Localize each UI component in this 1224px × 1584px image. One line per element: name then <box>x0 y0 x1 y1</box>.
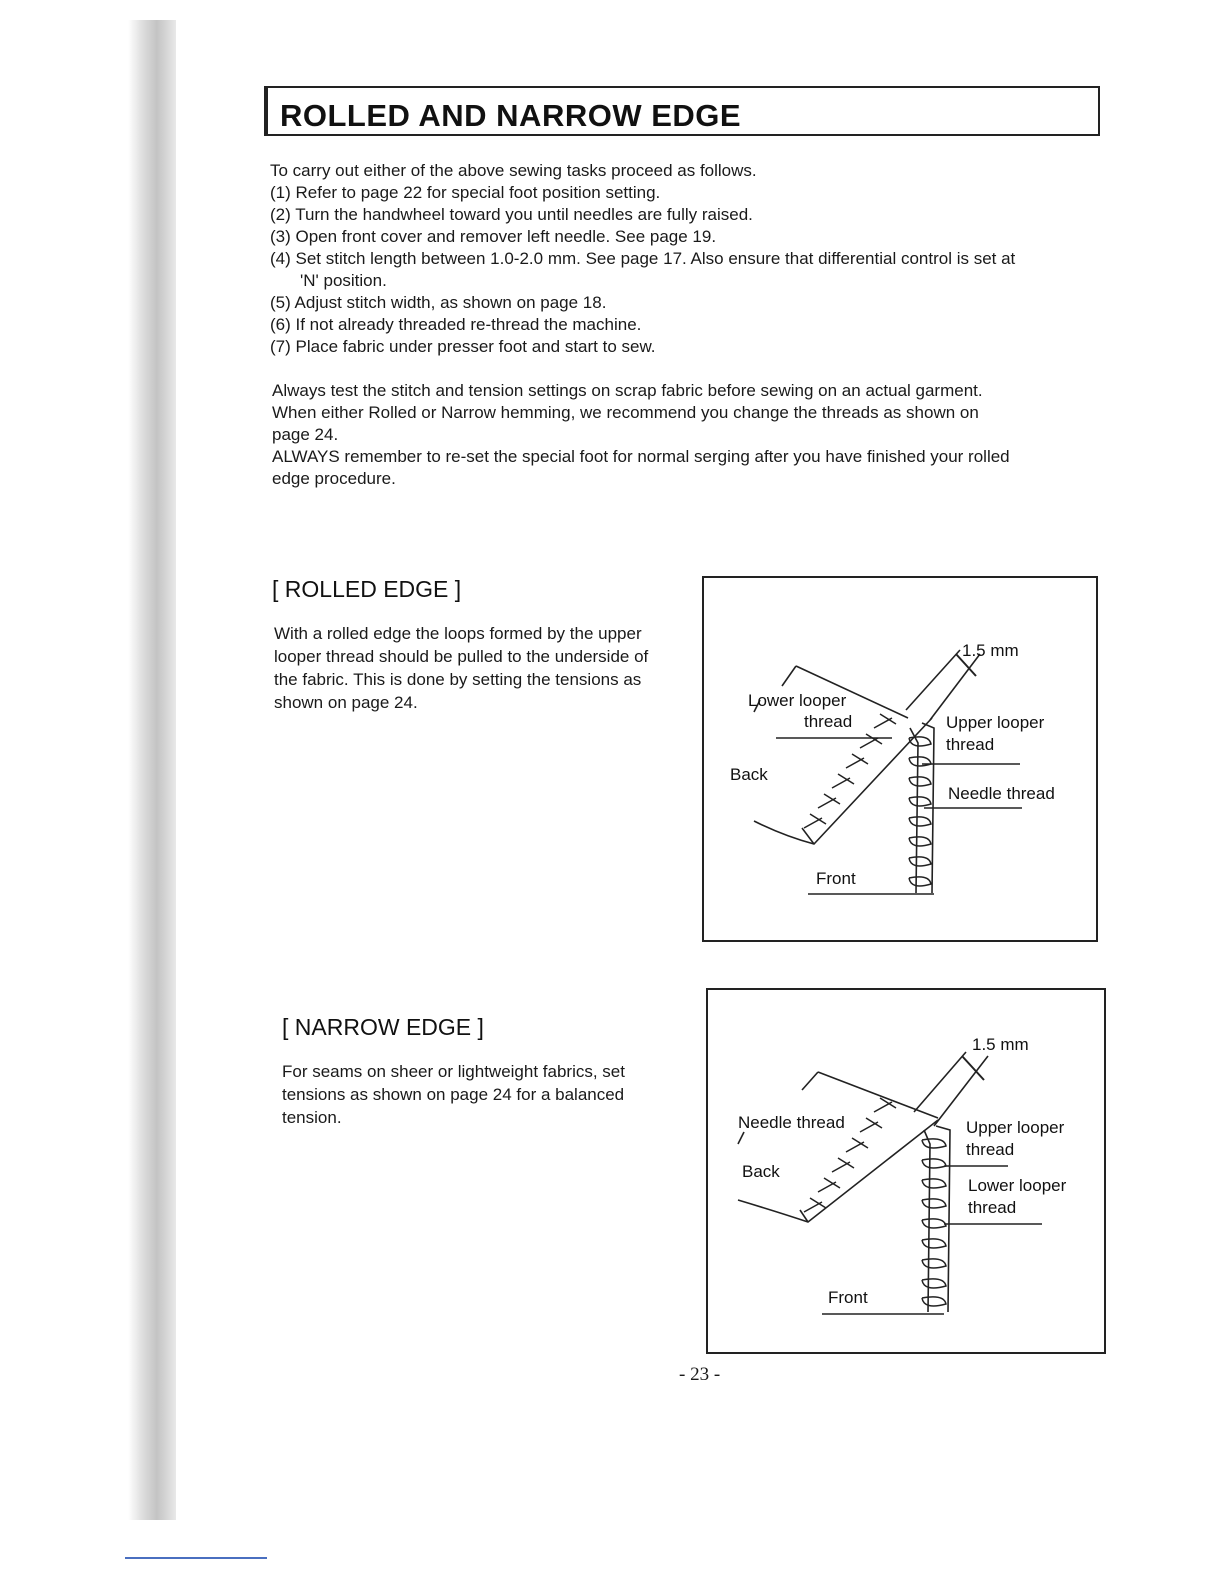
step-7: (7) Place fabric under presser foot and start to sew. <box>270 337 656 356</box>
note-line-3: page 24. <box>272 425 339 444</box>
rolled-upper-looper-label: Upper looper <box>946 713 1045 732</box>
measure-line-2 <box>934 1056 988 1126</box>
rolled-lower-looper-label: Lower looper <box>748 691 847 710</box>
intro-instructions <box>270 160 1110 358</box>
narrow-front-label: Front <box>828 1288 868 1307</box>
narrow-upper-looper-label-2: thread <box>966 1140 1015 1159</box>
measure-line-1 <box>914 1052 966 1112</box>
step-3: (3) Open front cover and remover left needle. See page 19. <box>270 227 717 246</box>
rolled-upper-looper-label-2: thread <box>946 735 995 754</box>
title-box <box>264 86 1100 136</box>
notes-paragraph <box>272 380 1112 490</box>
rolled-edge-illustration <box>704 578 1100 944</box>
narrow-back-label: Back <box>742 1162 780 1181</box>
step-1: (1) Refer to page 22 for special foot position setting. <box>270 183 661 202</box>
step-5: (5) Adjust stitch width, as shown on page 18. <box>270 293 607 312</box>
page-number: - 23 - <box>679 1364 721 1385</box>
note-line-4: ALWAYS remember to re-set the special foot for normal serging after you have finished your rolled <box>272 447 1010 466</box>
note-line-1: Always test the stitch and tension settings on scrap fabric before sewing on an actual garment. <box>272 381 983 400</box>
measure-line-2 <box>930 654 980 720</box>
step-4-continued: 'N' position. <box>300 271 387 290</box>
rolled-back-label: Back <box>730 765 768 784</box>
rolled-front-label: Front <box>816 869 856 888</box>
footer-rule <box>125 1557 267 1559</box>
step-2: (2) Turn the handwheel toward you until needles are fully raised. <box>270 205 753 224</box>
narrow-lower-looper-label-2: thread <box>968 1198 1017 1217</box>
measure-line-1 <box>906 650 960 710</box>
narrow-measure-label: 1.5 mm <box>972 1035 1029 1054</box>
needle-thread-leader <box>802 1072 818 1090</box>
note-line-2: When either Rolled or Narrow hemming, we recommend you change the threads as shown on <box>272 403 979 422</box>
narrow-edge-text: For seams on sheer or lightweight fabrics, set tensions as shown on page 24 for a balanced tension. <box>282 1062 625 1127</box>
fabric-back-edge <box>754 718 932 844</box>
step-4: (4) Set stitch length between 1.0-2.0 mm. See page 17. Also ensure that differential control is set at <box>270 249 1016 268</box>
rolled-edge-heading: [ ROLLED EDGE ] <box>272 576 462 602</box>
step-6: (6) If not already threaded re-thread the machine. <box>270 315 642 334</box>
narrow-edge-figure <box>706 988 1106 1354</box>
rolled-needle-thread-label: Needle thread <box>948 784 1055 803</box>
lower-looper-leader <box>782 666 796 686</box>
page-title: ROLLED AND NARROW EDGE <box>280 98 742 133</box>
rolled-edge-figure <box>702 576 1098 942</box>
note-line-5: edge procedure. <box>272 469 396 488</box>
narrow-edge-heading: [ NARROW EDGE ] <box>282 1014 484 1040</box>
narrow-lower-looper-label: Lower looper <box>968 1176 1067 1195</box>
intro-lead: To carry out either of the above sewing tasks proceed as follows. <box>270 161 757 180</box>
rolled-lower-looper-label-2: thread <box>804 712 853 731</box>
narrow-needle-thread-label: Needle thread <box>738 1113 845 1132</box>
narrow-upper-looper-label: Upper looper <box>966 1118 1065 1137</box>
rolled-measure-label: 1.5 mm <box>962 641 1019 660</box>
rolled-edge-text: With a rolled edge the loops formed by the upper looper thread should be pulled to the underside of the fabric. This is done by setting the tensions as shown on page 24. <box>274 624 649 712</box>
